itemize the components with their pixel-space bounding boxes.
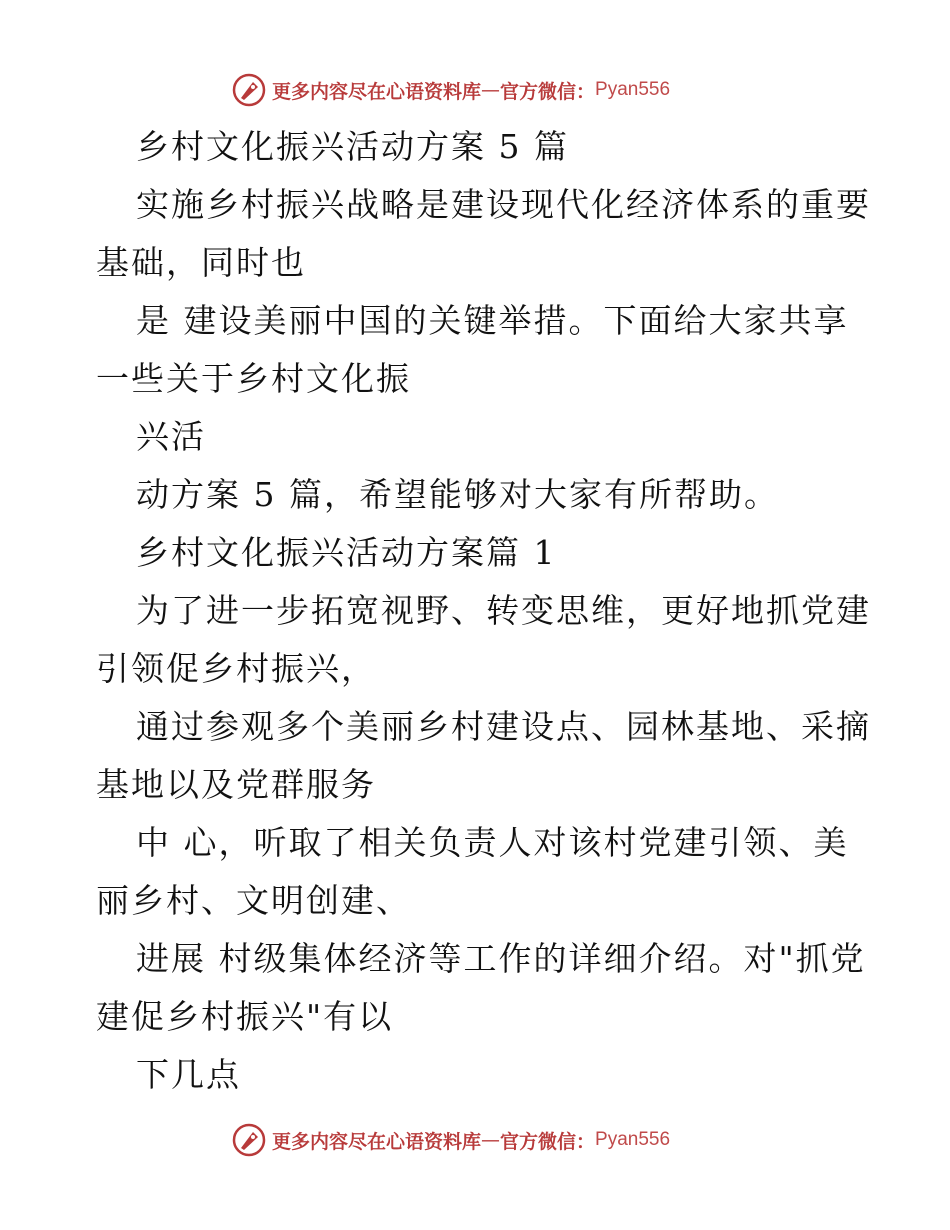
paragraph-line: 为了进一步拓宽视野、转变思维，更好地抓党建: [136, 591, 871, 630]
paragraph-line: 丽乡村、文明创建、: [96, 881, 411, 920]
paragraph-line: 中 心，听取了相关负责人对该村党建引领、美: [136, 823, 849, 862]
paragraph-line: 下几点: [136, 1055, 241, 1094]
paragraph-line: 是 建设美丽中国的关键举措。下面给大家共享: [136, 301, 849, 340]
banner-text: 更多内容尽在心语资料库: [272, 80, 482, 103]
banner-text: 更多内容尽在心语资料库: [272, 1130, 482, 1153]
section-heading: 乡村文化振兴活动方案篇 1: [136, 533, 557, 572]
footer-banner: [232, 1122, 670, 1158]
wechat-id: Pyan556: [595, 79, 671, 100]
paragraph-line: 实施乡村振兴战略是建设现代化经济体系的重要: [136, 185, 871, 224]
paragraph-line: 兴活: [136, 417, 206, 456]
header-banner: [232, 72, 670, 108]
paragraph-line: 一些关于乡村文化振: [96, 359, 411, 398]
paragraph-line: 进展 村级集体经济等工作的详细介绍。对"抓党: [136, 939, 866, 978]
pen-nib-logo-icon: [232, 73, 266, 107]
paragraph-line: 引领促乡村振兴，: [96, 649, 376, 688]
paragraph-line: 建促乡村振兴"有以: [96, 997, 394, 1036]
wechat-id: Pyan556: [595, 1129, 671, 1150]
pen-nib-logo-icon: [232, 1123, 266, 1157]
wechat-label: 官方微信：: [500, 1130, 596, 1153]
paragraph-line: 基地以及党群服务: [96, 765, 376, 804]
banner-separator: —: [481, 1129, 501, 1151]
paragraph-line: 基础，同时也: [96, 243, 306, 282]
wechat-label: 官方微信：: [500, 80, 596, 103]
paragraph-line: 动方案 5 篇，希望能够对大家有所帮助。: [136, 475, 779, 514]
document-body: [96, 118, 871, 1104]
paragraph-line: 通过参观多个美丽乡村建设点、园林基地、采摘: [136, 707, 871, 746]
document-title: 乡村文化振兴活动方案 5 篇: [136, 127, 569, 166]
banner-separator: —: [481, 79, 501, 101]
